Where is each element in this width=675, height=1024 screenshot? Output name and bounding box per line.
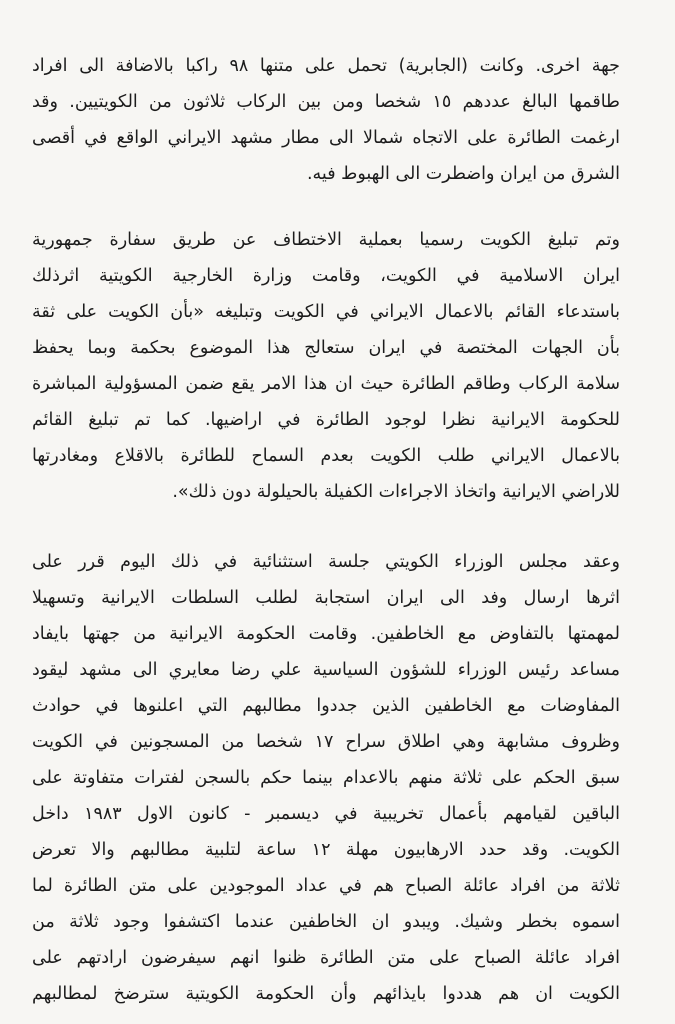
text-line: بالاعمال الايراني طلب الكويت بعدم السماح للطائرة بالاقلاع ومغادرتها [32,446,620,466]
text-line: للحكومة الايرانية نظرا لوجود الطائرة في اراضيها. كما تم تبليغ القائم [32,410,620,430]
text-line: مساعد رئيس الوزراء للشؤون السياسية علي رضا معايري الى مشهد ليقود [32,660,620,680]
text-line: ثلاثة من افراد عائلة الصباح هم في عداد الموجودين على متن الطائرة لما [32,876,620,896]
text-line: سلامة الركاب وطاقم الطائرة حيث ان هذا الامر يقع ضمن المسؤولية المباشرة [32,374,620,394]
text-line: وعقد مجلس الوزراء الكويتي جلسة استثنائية في ذلك اليوم قرر على [32,552,620,572]
text-line: الشرق من ايران واضطرت الى الهبوط فيه. [306,164,620,184]
text-line: لمهمتها بالتفاوض مع الخاطفين. وقامت الحكومة الايرانية من جهتها بايفاد [32,624,620,644]
text-line: المفاوضات مع الخاطفين الذين جددوا مطالبهم التي اعلنوها في حوادث [32,696,620,716]
text-line: اسموه بخطر وشيك. ويبدو ان الخاطفين عندما اكتشفوا وجود ثلاثة من [32,912,620,932]
text-line: بأن الجهات المختصة في ايران ستعالج هذا الموضوع بحكمة وبما يحفظ [32,338,620,358]
text-line: وتم تبليغ الكويت رسميا بعملية الاختطاف عن طريق سفارة جمهورية [32,230,620,250]
text-line: جهة اخرى. وكانت (الجابرية) تحمل على متنها ٩٨ راكبا بالاضافة الى افراد [32,56,620,76]
text-line: باستدعاء القائم بالاعمال الايراني في الكويت وتبليغه «بأن الكويت على ثقة [32,302,620,322]
text-line: سبق الحكم على ثلاثة منهم بالاعدام بينما حكم بالسجن لفترات متفاوتة على [32,768,620,788]
text-line: الباقين لقيامهم بأعمال تخريبية في ديسمبر - كانون الاول ١٩٨٣ داخل [32,804,620,824]
text-line: للاراضي الايرانية واتخاذ الاجراءات الكفيلة بالحيلولة دون ذلك». [172,482,620,502]
text-line: اثرها ارسال وفد الى ايران استجابة لطلب السلطات الايرانية وتسهيلا [32,588,620,608]
text-line: ايران الاسلامية في الكويت، وقامت وزارة الخارجية الكويتية اثرذلك [32,266,620,286]
text-line: ارغمت الطائرة على الاتجاه شمالا الى مطار مشهد الايراني الواقع في أقصى [32,128,620,148]
text-line: وظروف مشابهة وهي اطلاق سراح ١٧ شخصا من المسجونين في الكويت [32,732,620,752]
text-line: طاقمها البالغ عددهم ١٥ شخصا ومن بين الركاب ثلاثون من الكويتيين. وقد [32,92,620,112]
text-line: الكويت. وقد حدد الارهابيون مهلة ١٢ ساعة لتلبية مطالبهم والا تعرض [32,840,620,860]
text-line: افراد عائلة الصباح على متن الطائرة ظنوا انهم سيفرضون ارادتهم على [32,948,620,968]
text-line: الكويت ان هم هددوا بايذائهم وأن الحكومة الكويتية سترضخ لمطالبهم [32,984,620,1004]
